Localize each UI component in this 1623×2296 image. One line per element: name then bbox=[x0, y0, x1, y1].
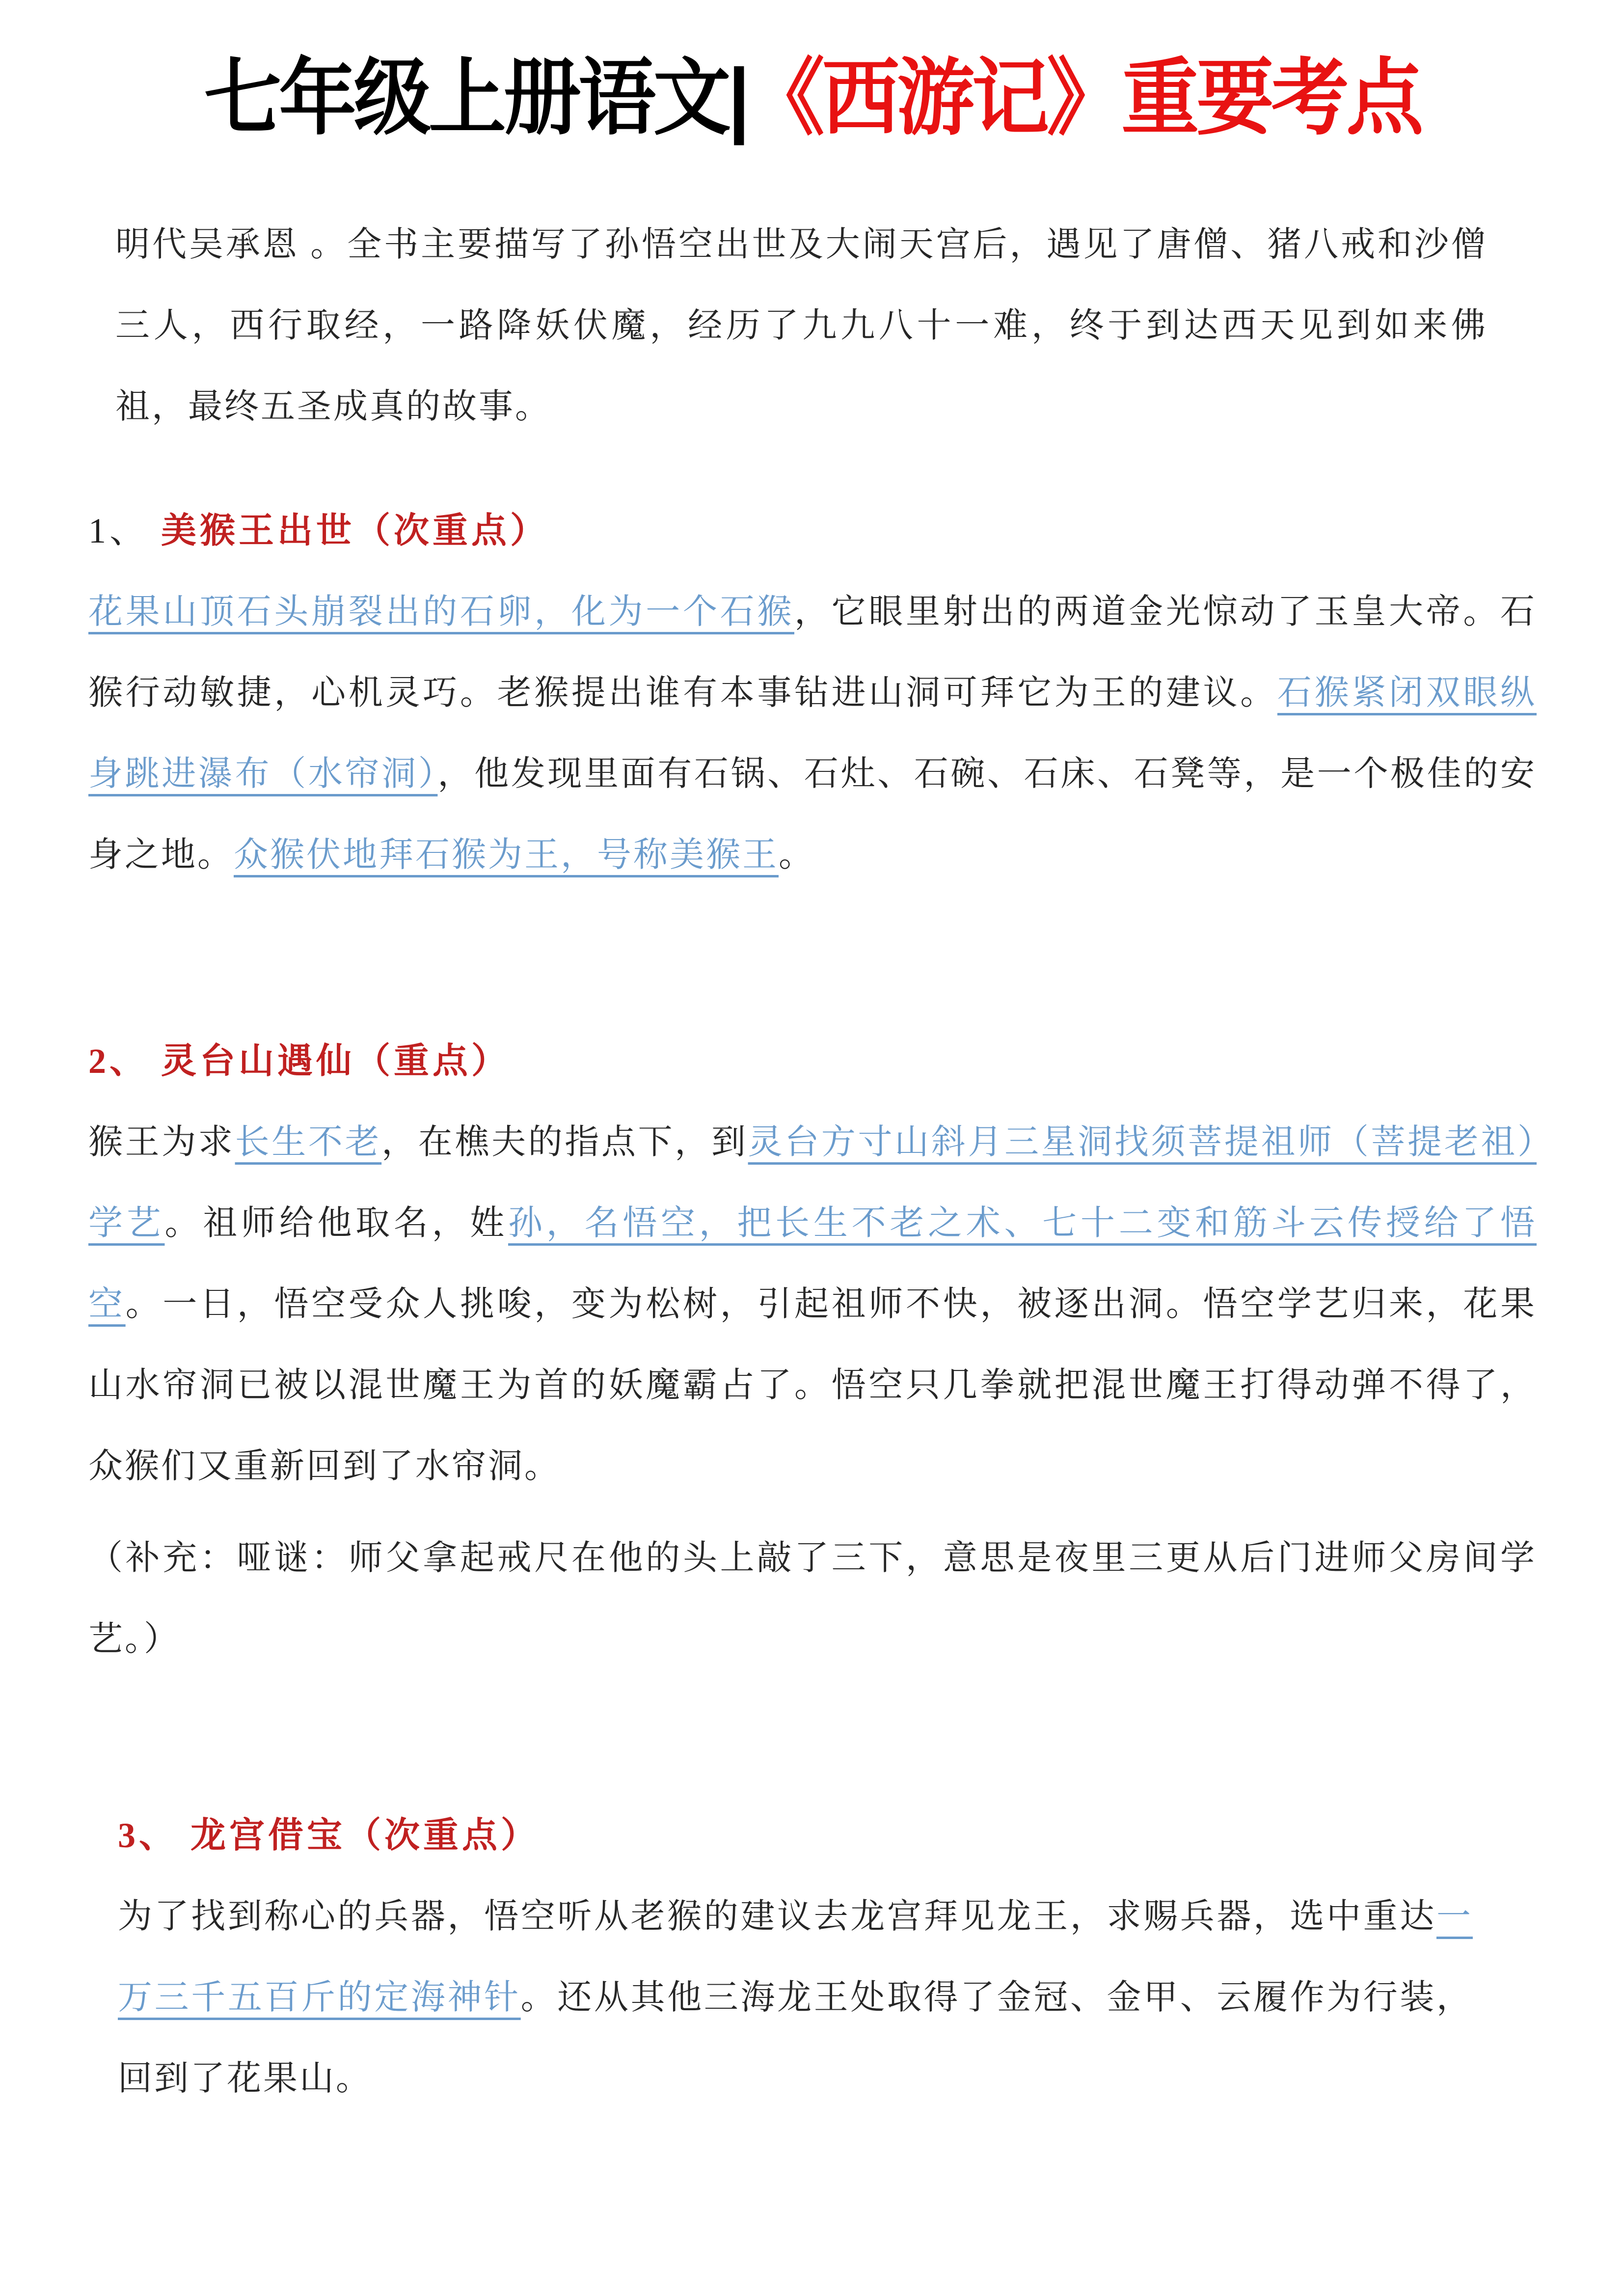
highlighted-link-text[interactable]: 孙，名悟空，把长生不老之术、七十二变和筋斗云传授给了悟空 bbox=[88, 1204, 1537, 1323]
highlighted-link-text[interactable]: 长生不老 bbox=[235, 1123, 382, 1161]
section-paragraph bbox=[88, 572, 1537, 896]
page-title bbox=[139, 44, 1486, 153]
highlighted-link-text[interactable]: 花果山顶石头崩裂出的石卵，化为一个石猴 bbox=[88, 593, 794, 631]
title-topic-part: 《西游记》重要考点 bbox=[747, 52, 1421, 145]
highlighted-link-text[interactable]: 灵台方寸山斜月三星洞找须菩提祖师（菩提老祖）学艺 bbox=[88, 1123, 1537, 1242]
section-title: 灵台山遇仙（重点） bbox=[161, 1041, 511, 1081]
section-heading bbox=[88, 1021, 1537, 1102]
body-text: 明代吴承恩 。全书主要描写了孙悟空出世及大闹天宫后，遇见了唐僧、猪八戒和沙僧三人，西行取经，一路降妖伏魔，经历了九九八十一难，终于到达西天见到如来佛祖，最终五圣成真的故事。 bbox=[115, 226, 1488, 426]
section-number: 3、 bbox=[118, 1816, 178, 1855]
section-number: 2、 bbox=[88, 1041, 149, 1081]
section-dragon-palace-treasure bbox=[118, 1795, 1473, 2119]
highlighted-link-text[interactable]: 众猴伏地拜石猴为王，号称美猴王 bbox=[234, 836, 779, 874]
body-text: ，他发现里面有石锅、石灶、石碗、石床、石凳等，是一个极佳的安身之地。 bbox=[88, 755, 1537, 874]
section-heading bbox=[88, 491, 1537, 572]
body-text: 。还从其他三海龙王处取得了金冠、金甲、云履作为行装，回到了花果山。 bbox=[118, 1979, 1473, 2098]
section-title: 龙宫借宝（次重点） bbox=[190, 1816, 540, 1855]
section-heading bbox=[118, 1795, 1473, 1876]
section-paragraph bbox=[118, 1876, 1473, 2119]
body-text: 猴王为求 bbox=[88, 1123, 235, 1161]
intro-paragraph bbox=[115, 204, 1488, 447]
highlighted-link-text[interactable]: 石猴紧闭双眼纵身跳进瀑布（水帘洞） bbox=[88, 674, 1537, 793]
section-monkey-king-birth bbox=[88, 491, 1537, 896]
section-lingtai-immortal bbox=[88, 1021, 1537, 1680]
body-text: 。祖师给他取名，姓 bbox=[164, 1204, 509, 1242]
body-text: （补充：哑谜：师父拿起戒尺在他的头上敲了三下，意思是夜里三更从后门进师父房间学艺。） bbox=[88, 1539, 1537, 1658]
section-paragraph bbox=[88, 1102, 1537, 1507]
body-text: ，在樵夫的指点下，到 bbox=[381, 1123, 748, 1161]
highlighted-link-text[interactable]: 一万三千五百斤的定海神针 bbox=[118, 1898, 1473, 2017]
section-number: 1、 bbox=[88, 511, 149, 550]
section-supplement-paragraph bbox=[88, 1518, 1537, 1680]
section-title: 美猴王出世（次重点） bbox=[161, 511, 549, 550]
body-text: 。 bbox=[779, 836, 815, 874]
body-text: 为了找到称心的兵器，悟空听从老猴的建议去龙宫拜见龙王，求赐兵器，选中重达 bbox=[118, 1898, 1436, 1936]
body-text: ，它眼里射出的两道金光惊动了玉皇大帝。石猴行动敏捷，心机灵巧。老猴提出谁有本事钻进山洞可拜它为王的建议。 bbox=[88, 593, 1537, 712]
body-text: 。一日，悟空受众人挑唆，变为松树，引起祖师不快，被逐出洞。悟空学艺归来，花果山水帘洞已被以混世魔王为首的妖魔霸占了。悟空只几拳就把混世魔王打得动弹不得了，众猴们又重新回到了水帘洞。 bbox=[88, 1285, 1537, 1485]
title-course-part: 七年级上册语文| bbox=[204, 52, 747, 145]
